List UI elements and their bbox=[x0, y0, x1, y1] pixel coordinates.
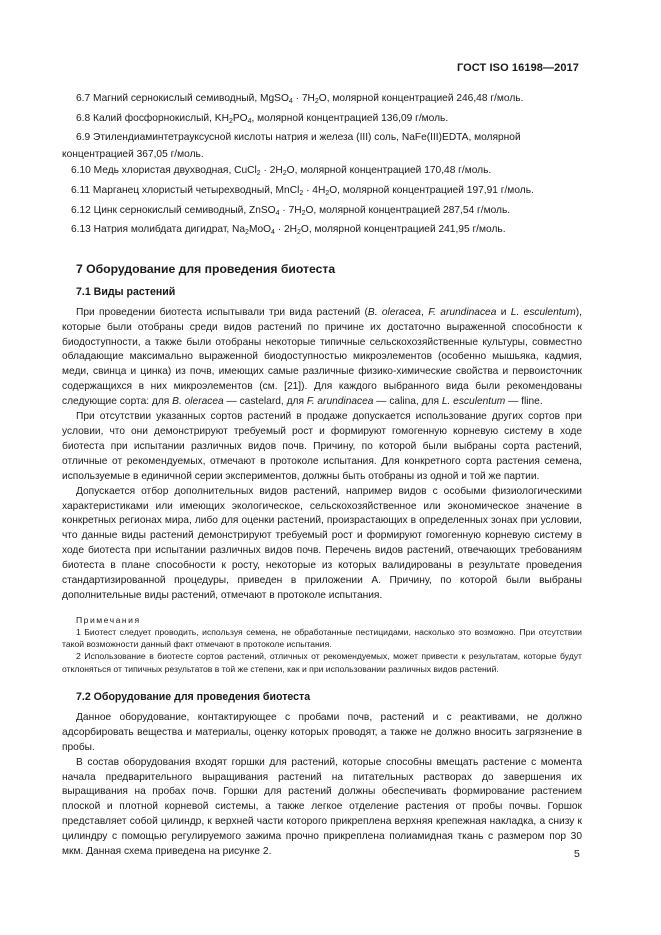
notes-block bbox=[62, 614, 582, 675]
notes-title: Примечания bbox=[76, 614, 141, 625]
paragraph-equipment: Данное оборудование, контактирующее с пробами почв, растений и с реактивами, не должно адсорбировать вещества и материалы, оценку которых проводят, а также не должно вносить загрязнение в пробы. bbox=[62, 711, 582, 753]
list-item-6-12: 6.12 Цинк сернокислый семиводный, ZnSO$_4$ · $7H_2O$, молярной концентрацией 287,54 г/моль. bbox=[71, 204, 511, 217]
section-7-heading: 7 Оборудование для проведения биотеста bbox=[76, 261, 336, 276]
standard-code: ГОСТ ISO 16198—2017 bbox=[456, 62, 579, 74]
note-1: 1 Биотест следует проводить, используя семена, не обработанные пестицидами, насколько это возможно. При отсутствии такой возможности данный факт отмечают в протоколе испытания. bbox=[62, 627, 582, 650]
list-item-6-8: 6.8 Калий фосфорнокислый, $KH_2PO_4$, молярной концентрацией 136,09 г/моль. bbox=[76, 112, 449, 125]
paragraph-additional-species: Допускается отбор дополнительных видов растений, например видов с особыми физиологическими характеристиками или имеющих экологическое, сельскохозяйственное или экономическое значение в конкретных регионах мира, либо для оценки растений, произрастающих в определенных зонах при условии, что данные виды растений демонстрируют требуемый рост и формируют гомогенную корневую систему в ходе биотеста при испытании различных видов почв. Перечень видов растений, отвечающих требованиям биотеста в плане способности к росту, некоторые из которых валидированы в результате проведения стандартизированной процедуры, приведен в приложении А. Причину, по которой были выбраны дополнительные виды растений, отмечают в протоколе испытания. bbox=[62, 485, 582, 601]
section-7-2-heading: 7.2 Оборудование для проведения биотеста bbox=[76, 690, 311, 703]
list-item-6-13: 6.13 Натрия молибдата дигидрат, $Na_2MoO_4 \cdot 2H_2O$, молярной концентрацией 241,95 г/моль. bbox=[71, 224, 506, 237]
paragraph-plant-species: При проведении биотеста испытывали три вида растений (B. oleracea, F. arundinacea и L. esculentum), которые были отобраны среди видов растений по причине их достаточно выраженной способности к биодоступности, а также были отобраны некоторые типичные сельскохозяйственные культуры, совместно обладающие максимально выраженной биодоступностью микроэлементов (особенно мышьяка, кадмия, меди, свинца и цинка) из почв, имеющих самые различные физико-химические свойства и первоисточник содержащихся в них микроэлементов (см. [21]). Для каждого выбранного вида были рекомендованы следующие сорта: для B. oleracea — castelard, для F. arundinacea — calina, для L. esculentum — fline. bbox=[62, 306, 582, 408]
list-item-6-10: 6.10 Медь хлористая двухводная, CuCl$_2$ · $2H_2O$, молярной концентрацией 170,48 г/моль. bbox=[71, 165, 492, 178]
document-body bbox=[62, 91, 582, 860]
paragraph-alternative-cultivars: При отсутствии указанных сортов растений в продаже допускается использование других сортов при условии, что они демонстрируют требуемый рост и формируют гомогенную корневую систему в ходе биотеста при испытании различных видов почв. Причину, по которой были выбраны сорта растений, отличные от рекомендуемых, отмечают в протоколе испытания. Для конкретного сорта растения семена, используемые в единичной серии экспериментов, должны быть отобраны из одной и той же партии. bbox=[62, 411, 582, 482]
page-number: 5 bbox=[574, 848, 580, 860]
paragraph-plant-pots: В состав оборудования входят горшки для растений, которые способны вмещать растение с момента начала предварительного выращивания растений на питательных растворах до завершения их выращивания на пробах почв. Горшки для растений должны обеспечивать формирование растением плоской и плотной корневой системы, а также легкое отделение растения от пробы почвы. Горшок представляет собой цилиндр, к верхней части которого прикреплена верхняя крепежная накладка, а снизу к цилиндру с помощью регулируемого зажима прочно прикреплена полиамидная ткань с размером пор 30 мкм. Данная схема приведена на рисунке 2. bbox=[62, 756, 582, 858]
list-item-6-9: 6.9 Этилендиаминтетрауксусной кислоты натрия и железа (III) соль, NaFe(III)EDTA, молярной концентрацией 367,05 г/моль. bbox=[62, 132, 521, 160]
list-item-6-11: 6.11 Марганец хлористый четырехводный, MnCl$_2$ · $4H_2O$, молярной концентрацией 197,91 г/моль. bbox=[71, 184, 534, 197]
section-7-1-heading: 7.1 Виды растений bbox=[76, 285, 176, 298]
note-2: 2 Использование в биотесте сортов растений, отличных от рекомендуемых, может привести к результатам, которые будут отклоняться от типичных результатов в той же степени, как и при использовании различных видов растений. bbox=[62, 651, 582, 674]
list-item-6-7: 6.7 Магний сернокислый семиводный, MgSO$_4$ · $7H_2O$, молярной концентрацией 246,48 г/моль. bbox=[76, 93, 524, 105]
